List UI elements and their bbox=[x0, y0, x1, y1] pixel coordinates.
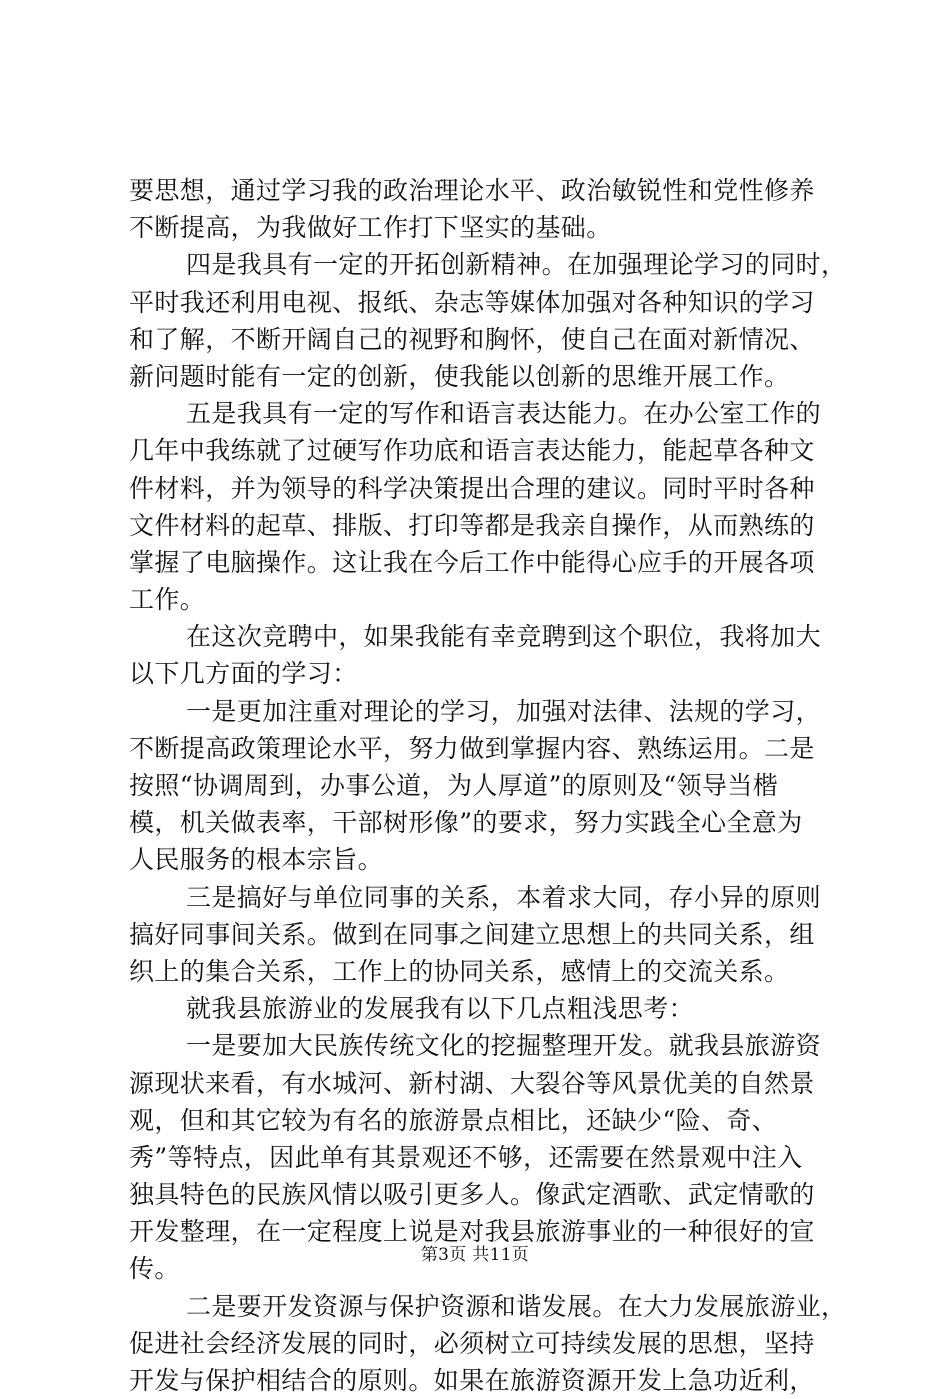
text-line: 开发与保护相结合的原则。如果在旅游资源开发上急功近利， bbox=[129, 1366, 815, 1395]
text-line: 观，但和其它较为有名的旅游景点相比，还缺少“险、奇、 bbox=[129, 1105, 778, 1135]
text-line: 一是更加注重对理论的学习，加强对法律、法规的学习， bbox=[186, 696, 822, 726]
text-line: 要思想，通过学习我的政治理论水平、政治敏锐性和党性修养 bbox=[129, 176, 815, 205]
text-line: 五是我具有一定的写作和语言表达能力。在办公室工作的 bbox=[186, 399, 822, 429]
text-line: 秀”等特点，因此单有其景观还不够，还需要在然景观中注入 bbox=[129, 1142, 803, 1172]
text-line: 人民服务的根本宗旨。 bbox=[129, 845, 384, 875]
text-line: 独具特色的民族风情以吸引更多人。像武定酒歌、武定情歌的 bbox=[129, 1180, 815, 1210]
text-line: 文件材料的起草、排版、打印等都是我亲自操作，从而熟练的 bbox=[129, 510, 815, 540]
text-line: 在这次竞聘中，如果我能有幸竞聘到这个职位，我将加大 bbox=[186, 622, 822, 652]
text-line: 三是搞好与单位同事的关系，本着求大同，存小异的原则 bbox=[186, 882, 822, 912]
text-line: 一是要加大民族传统文化的挖掘整理开发。就我县旅游资 bbox=[186, 1031, 822, 1061]
text-line: 掌握了电脑操作。这让我在今后工作中能得心应手的开展各项 bbox=[129, 547, 815, 577]
text-line: 传。 bbox=[129, 1254, 180, 1284]
text-line: 和了解，不断开阔自己的视野和胸怀，使自己在面对新情况、 bbox=[129, 324, 815, 354]
text-line: 促进社会经济发展的同时，必须树立可持续发展的思想，坚持 bbox=[129, 1328, 815, 1358]
text-line: 模，机关做表率，干部树形像”的要求，努力实践全心全意为 bbox=[129, 808, 803, 838]
text-line: 新问题时能有一定的创新，使我能以创新的思维开展工作。 bbox=[129, 361, 790, 391]
text-line: 不断提高政策理论水平，努力做到掌握内容、熟练运用。二是 bbox=[129, 733, 815, 763]
text-line: 以下几方面的学习： bbox=[129, 659, 358, 689]
text-line: 工作。 bbox=[129, 585, 206, 615]
text-line: 平时我还利用电视、报纸、杂志等媒体加强对各种知识的学习 bbox=[129, 287, 815, 317]
document-body bbox=[129, 172, 847, 1399]
text-line: 几年中我练就了过硬写作功底和语言表达能力，能起草各种文 bbox=[129, 436, 815, 466]
text-line: 源现状来看，有水城河、新村湖、大裂谷等风景优美的自然景 bbox=[129, 1068, 815, 1098]
text-line: 织上的集合关系，工作上的协同关系，感情上的交流关系。 bbox=[129, 956, 790, 986]
text-line: 就我县旅游业的发展我有以下几点粗浅思考： bbox=[186, 994, 695, 1024]
text-line: 按照“协调周到，办事公道，为人厚道”的原则及“领导当楷 bbox=[129, 771, 779, 800]
page-number-footer: 第3页 共11页 bbox=[420, 1245, 530, 1265]
text-line: 不断提高，为我做好工作打下坚实的基础。 bbox=[129, 213, 612, 243]
text-line: 开发整理，在一定程度上说是对我县旅游事业的一种很好的宣 bbox=[129, 1217, 815, 1247]
text-line: 二是要开发资源与保护资源和谐发展。在大力发展旅游业， bbox=[186, 1291, 847, 1321]
text-line: 搞好同事间关系。做到在同事之间建立思想上的共同关系，组 bbox=[129, 919, 815, 949]
text-line: 四是我具有一定的开拓创新精神。在加强理论学习的同时， bbox=[186, 250, 847, 280]
text-line: 件材料，并为领导的科学决策提出合理的建议。同时平时各种 bbox=[129, 473, 815, 503]
